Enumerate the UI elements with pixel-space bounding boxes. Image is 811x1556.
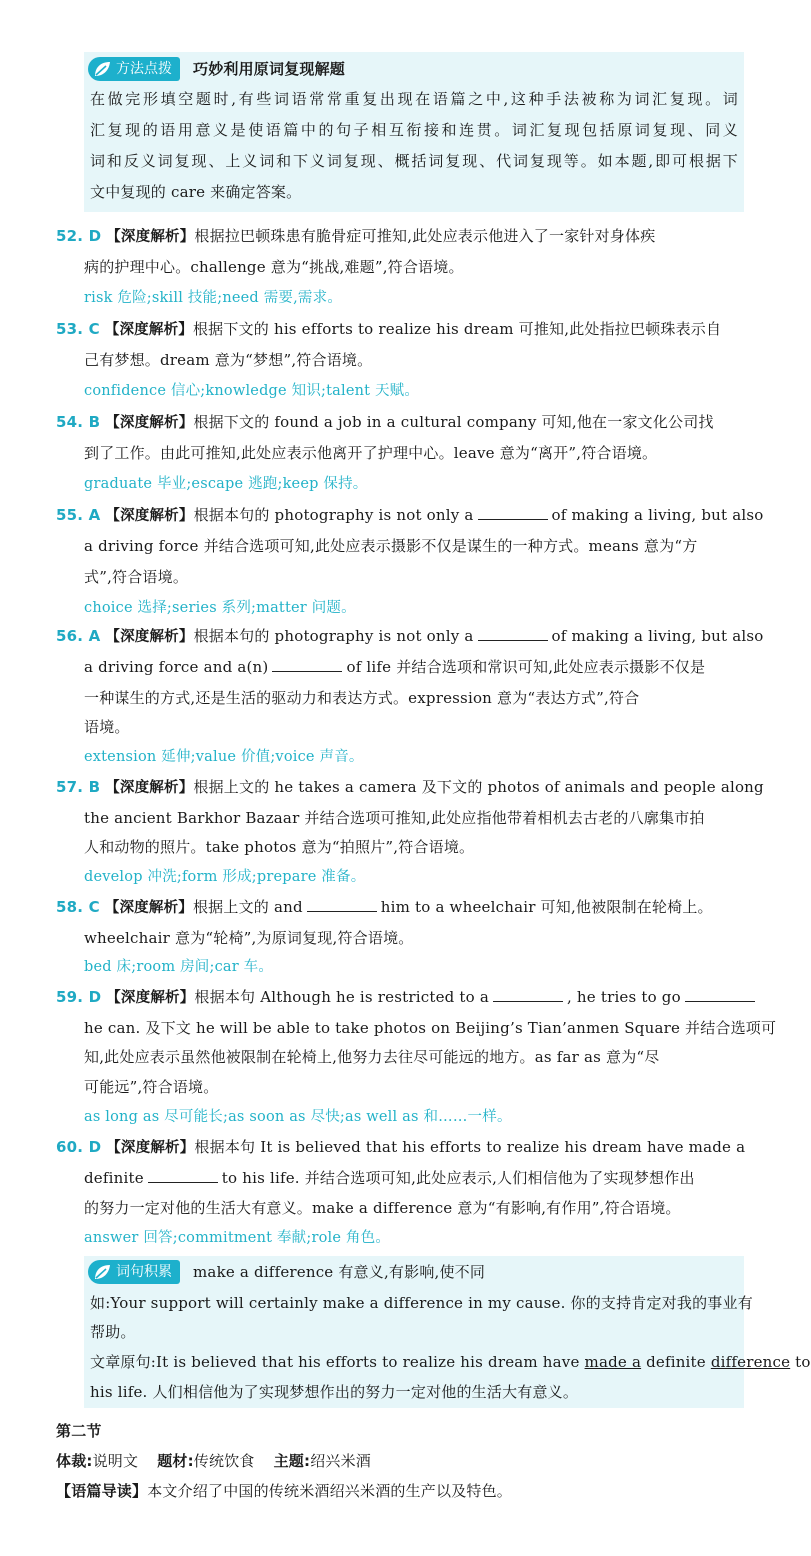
analysis-text: 一种谋生的方式,还是生活的驱动力和表达方式。expression 意为“表达方式”,符合: [84, 689, 640, 707]
topic-label: 题材:: [157, 1452, 194, 1470]
analysis-text: 根据下文的 his efforts to realize his dream 可推知,此处指拉巴顿珠表示自: [192, 320, 722, 338]
analysis-text: 根据本句 Although he is restricted to a: [194, 988, 489, 1006]
vocab-underlined: made a: [584, 1353, 642, 1371]
analysis-text: 到了工作。由此可推知,此处应表示他离开了护理中心。leave 意为“离开”,符合语境。: [84, 444, 658, 462]
genre-value: 说明文: [92, 1452, 139, 1470]
analysis-text: 可能远”,符合语境。: [84, 1078, 219, 1096]
answer-58: [56, 896, 713, 919]
method-tip-line: 汇复现的语用意义是使语篇中的句子相互衔接和连贯。词汇复现包括原词复现、同义: [90, 121, 738, 139]
leaf-icon: [92, 1262, 112, 1282]
question-number: 57. B: [56, 778, 101, 796]
topic-value: 传统饮食: [193, 1452, 255, 1470]
analysis-text: , he tries to go: [567, 988, 681, 1006]
vocab-example: 帮助。: [90, 1323, 136, 1341]
vocab-original-text: his life. 人们相信他为了实现梦想作出的努力一定对他的生活大有意义。: [90, 1383, 579, 1401]
vocab-original-text: 文章原句:It is believed that his efforts to realize his dream have: [90, 1353, 580, 1371]
option-notes: choice 选择;series 系列;matter 问题。: [84, 600, 356, 616]
guide-label: 【语篇导读】: [56, 1482, 148, 1500]
answer-59: [56, 986, 759, 1009]
method-tip-title: 巧妙利用原词复现解题: [193, 60, 346, 78]
vocab-example: 如:Your support will certainly make a difference in my cause. 你的支持肯定对我的事业有: [90, 1294, 753, 1312]
analysis-text: 式”,符合语境。: [84, 568, 189, 586]
analysis-text: definite: [84, 1169, 144, 1187]
analysis-text: wheelchair 意为“轮椅”,为原词复现,符合语境。: [84, 929, 414, 947]
method-tip-line: 在做完形填空题时,有些词语常常重复出现在语篇之中,这种手法被称为词汇复现。词: [90, 90, 738, 108]
analysis-text: 病的护理中心。challenge 意为“挑战,难题”,符合语境。: [84, 258, 464, 276]
vocab-original-text: definite: [646, 1353, 706, 1371]
vocab-original-text: to: [795, 1353, 811, 1371]
option-notes: bed 床;room 房间;car 车。: [84, 959, 274, 975]
option-notes: extension 延伸;value 价值;voice 声音。: [84, 749, 364, 765]
answer-55: [56, 504, 764, 527]
option-notes: confidence 信心;knowledge 知识;talent 天赋。: [84, 383, 420, 399]
analysis-text: 根据本句 It is believed that his efforts to realize his dream have made a: [194, 1138, 746, 1156]
analysis-text: he can. 及下文 he will be able to take photos on Beijing’s Tian’anmen Square 并结合选项可: [84, 1019, 777, 1037]
theme-label: 主题:: [273, 1452, 311, 1470]
analysis-tag: 【深度解析】: [106, 229, 195, 245]
analysis-text: 根据上文的 and: [192, 898, 303, 916]
option-notes: as long as 尽可能长;as soon as 尽快;as well as 和……一样。: [84, 1109, 512, 1125]
analysis-tag: 【深度解析】: [105, 415, 194, 431]
analysis-tag: 【深度解析】: [104, 322, 193, 338]
question-number: 55. A: [56, 506, 101, 524]
analysis-text: of making a living, but also: [551, 506, 764, 524]
analysis-text: of making a living, but also: [551, 627, 764, 645]
section-meta: [56, 1450, 371, 1472]
blank-line: [685, 987, 755, 1002]
question-number: 59. D: [56, 988, 102, 1006]
analysis-text: a driving force and a(n): [84, 658, 269, 676]
question-number: 58. C: [56, 898, 100, 916]
method-tip-badge-label: 方法点拨: [116, 61, 172, 77]
answer-57: [56, 776, 764, 799]
section-heading: 第二节: [56, 1422, 102, 1440]
blank-line: [148, 1168, 218, 1183]
vocab-title: make a difference 有意义,有影响,使不同: [193, 1263, 486, 1281]
analysis-text: 根据拉巴顿珠患有脆骨症可推知,此处应表示他进入了一家针对身体疾: [194, 227, 656, 245]
vocab-original-sentence: [90, 1351, 811, 1373]
question-number: 60. D: [56, 1138, 102, 1156]
analysis-text: to his life. 并结合选项可知,此处应表示,人们相信他为了实现梦想作出: [221, 1169, 695, 1187]
answer-52: [56, 225, 744, 248]
analysis-text: him to a wheelchair 可知,他被限制在轮椅上。: [380, 898, 713, 916]
genre-label: 体裁:: [56, 1452, 93, 1470]
answer-60: [56, 1136, 745, 1159]
analysis-tag: 【深度解析】: [105, 508, 194, 524]
blank-line: [478, 626, 548, 641]
method-tip-badge: [88, 57, 180, 81]
vocab-badge: [88, 1260, 180, 1284]
answer-60-line2: [84, 1167, 695, 1189]
answer-53: [56, 318, 721, 341]
method-tip-line: 词和反义词复现、上义词和下义词复现、概括词复现、代词复现等。如本题,即可根据下: [90, 152, 738, 170]
analysis-text: 根据上文的 he takes a camera 及下文的 photos of animals and people along: [193, 778, 764, 796]
guide-text: 本文介绍了中国的传统米酒绍兴米酒的生产以及特色。: [147, 1482, 513, 1500]
question-number: 54. B: [56, 413, 101, 431]
blank-line: [307, 897, 377, 912]
option-notes: answer 回答;commitment 奉献;role 角色。: [84, 1230, 391, 1246]
answer-54: [56, 411, 714, 434]
blank-line: [478, 505, 548, 520]
analysis-text: 根据本句的 photography is not only a: [193, 627, 474, 645]
answer-56: [56, 625, 764, 648]
analysis-text: the ancient Barkhor Bazaar 并结合选项可推知,此处应指他带着相机去古老的八廓集市拍: [84, 809, 705, 827]
analysis-text: 人和动物的照片。take photos 意为“拍照片”,符合语境。: [84, 838, 475, 856]
analysis-tag: 【深度解析】: [106, 1140, 195, 1156]
analysis-tag: 【深度解析】: [105, 629, 194, 645]
blank-line: [493, 987, 563, 1002]
analysis-text: 的努力一定对他的生活大有意义。make a difference 意为“有影响,有作用”,符合语境。: [84, 1199, 681, 1217]
analysis-text: 根据下文的 found a job in a cultural company 可知,他在一家文化公司找: [193, 413, 714, 431]
method-tip-line: 文中复现的 care 来确定答案。: [90, 183, 302, 201]
analysis-text: 根据本句的 photography is not only a: [193, 506, 474, 524]
theme-value: 绍兴米酒: [310, 1452, 371, 1470]
vocab-badge-label: 词句积累: [116, 1264, 172, 1280]
analysis-text: of life 并结合选项和常识可知,此处应表示摄影不仅是: [346, 658, 706, 676]
analysis-text: a driving force 并结合选项可知,此处应表示摄影不仅是谋生的一种方式。means 意为“方: [84, 537, 698, 555]
reading-guide: [56, 1480, 512, 1502]
analysis-tag: 【深度解析】: [105, 780, 194, 796]
analysis-text: 己有梦想。dream 意为“梦想”,符合语境。: [84, 351, 373, 369]
leaf-icon: [92, 59, 112, 79]
analysis-text: 知,此处应表示虽然他被限制在轮椅上,他努力去往尽可能远的地方。as far as 意为“尽: [84, 1048, 660, 1066]
analysis-tag: 【深度解析】: [106, 990, 195, 1006]
answer-56-line2: [84, 656, 705, 678]
option-notes: graduate 毕业;escape 逃跑;keep 保持。: [84, 476, 368, 492]
option-notes: risk 危险;skill 技能;need 需要,需求。: [84, 290, 343, 306]
question-number: 53. C: [56, 320, 100, 338]
option-notes: develop 冲洗;form 形成;prepare 准备。: [84, 869, 366, 885]
question-number: 52. D: [56, 227, 102, 245]
analysis-tag: 【深度解析】: [104, 900, 193, 916]
blank-line: [272, 657, 342, 672]
vocab-underlined: difference: [710, 1353, 791, 1371]
analysis-text: 语境。: [84, 718, 130, 736]
question-number: 56. A: [56, 627, 101, 645]
